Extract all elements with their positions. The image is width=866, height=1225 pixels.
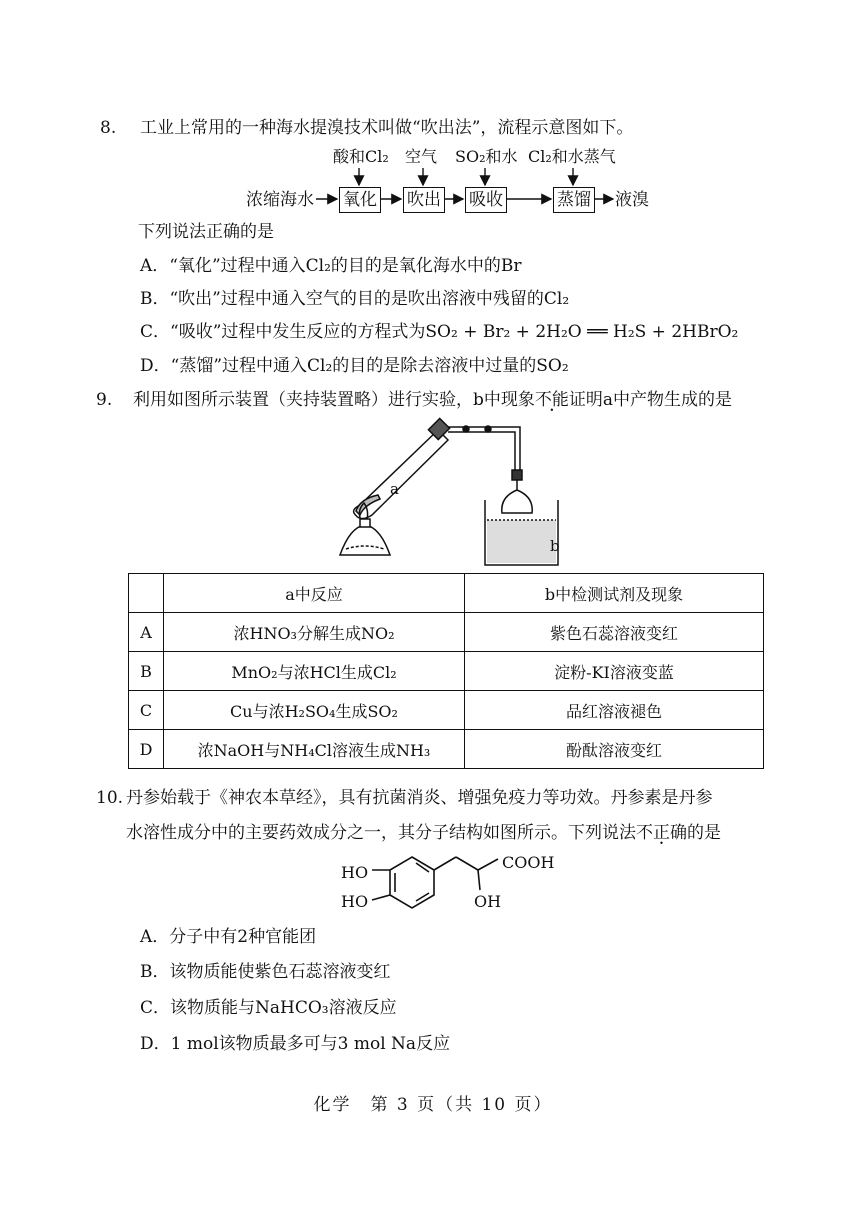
table-row [129,652,764,691]
label-b: b [550,537,560,555]
table-cell: D [129,730,164,769]
label-a: a [390,480,399,498]
q10-option-b: B．该物质能使紫色石蕊溶液变红 [140,962,391,982]
table-cell: 浓NaOH与NH₄Cl溶液生成NH₃ [164,730,465,769]
table-cell: A [129,613,164,652]
cooh-label: COOH [502,853,555,872]
reagent-label: 空气 [405,147,438,166]
q9-number: 9. [96,390,113,410]
reagent-label: Cl₂和水蒸气 [528,147,616,166]
table-header-cell: a中反应 [164,574,465,613]
q10-option-a: A．分子中有2种官能团 [140,927,317,947]
page-footer: 化学 第 3 页（共 10 页） [313,1095,553,1115]
q9-stem-part: 利用如图所示装置（夹持装置略）进行实验，b中现象 [133,390,535,410]
flow-step-box: 蒸馏 [553,187,595,213]
table-cell: 淀粉-KI溶液变蓝 [465,652,764,691]
q8-stem: 工业上常用的一种海水提溴技术叫做“吹出法”，流程示意图如下。 [140,118,634,138]
q8-number: 8. [100,118,117,138]
q9-stem-part: 证明a中产物生成的是 [568,390,733,410]
table-row [129,691,764,730]
oh-label: OH [474,892,502,911]
table-cell: 紫色石蕊溶液变红 [465,613,764,652]
table-header-row [129,574,764,613]
q10-line2 [126,822,721,844]
flow-step-box: 氧化 [339,187,381,213]
flow-arrows [0,0,866,230]
q9-apparatus [320,415,580,570]
flow-step-box: 吸收 [465,187,507,213]
q10-emphasis: 不正确 [636,823,687,843]
table-cell: B [129,652,164,691]
table-row [129,730,764,769]
table-header-cell: b中检测试剂及现象 [465,574,764,613]
q10-option-c: C．该物质能与NaHCO₃溶液反应 [140,998,397,1018]
q10-line2-part: 水溶性成分中的主要药效成分之一，其分子结构如图所示。下列说法 [126,823,636,843]
q10-number: 10. [96,788,124,808]
q8-prompt: 下列说法正确的是 [138,222,274,242]
table-cell: 品红溶液褪色 [465,691,764,730]
q8-option-d: D．“蒸馏”过程中通入Cl₂的目的是除去溶液中过量的SO₂ [140,356,569,376]
table-cell: C [129,691,164,730]
q10-line1: 丹参始载于《神农本草经》，具有抗菌消炎、增强免疫力等功效。丹参素是丹参 [126,788,713,808]
ho-label: HO [341,892,369,911]
table-cell: 酚酞溶液变红 [465,730,764,769]
table-cell: Cu与浓H₂SO₄生成SO₂ [164,691,465,730]
q9-table [128,573,764,769]
flow-output: 液溴 [615,190,649,210]
q8-option-c: C．“吸收”过程中发生反应的方程式为SO₂ + Br₂ + 2H₂O ══ H₂S + 2HBrO₂ [140,322,739,342]
ho-label: HO [341,863,369,882]
reagent-label: 酸和Cl₂ [333,147,389,166]
reagent-label: SO₂和水 [455,147,518,166]
q8-option-a: A．“氧化”过程中通入Cl₂的目的是氧化海水中的Br [140,256,522,276]
table-cell: 浓HNO₃分解生成NO₂ [164,613,465,652]
q9-stem-emphasis: 不能 [534,390,569,410]
table-header-cell [129,574,164,613]
flow-step-box: 吹出 [403,187,445,213]
table-row [129,613,764,652]
table-cell: MnO₂与浓HCl生成Cl₂ [164,652,465,691]
q10-option-d: D．1 mol该物质最多可与3 mol Na反应 [140,1034,451,1054]
q9-stem [133,389,732,411]
flow-input: 浓缩海水 [246,190,314,210]
q8-option-b: B．“吹出”过程中通入空气的目的是吹出溶液中残留的Cl₂ [140,289,570,309]
q10-line2-part: 的是 [687,823,721,843]
